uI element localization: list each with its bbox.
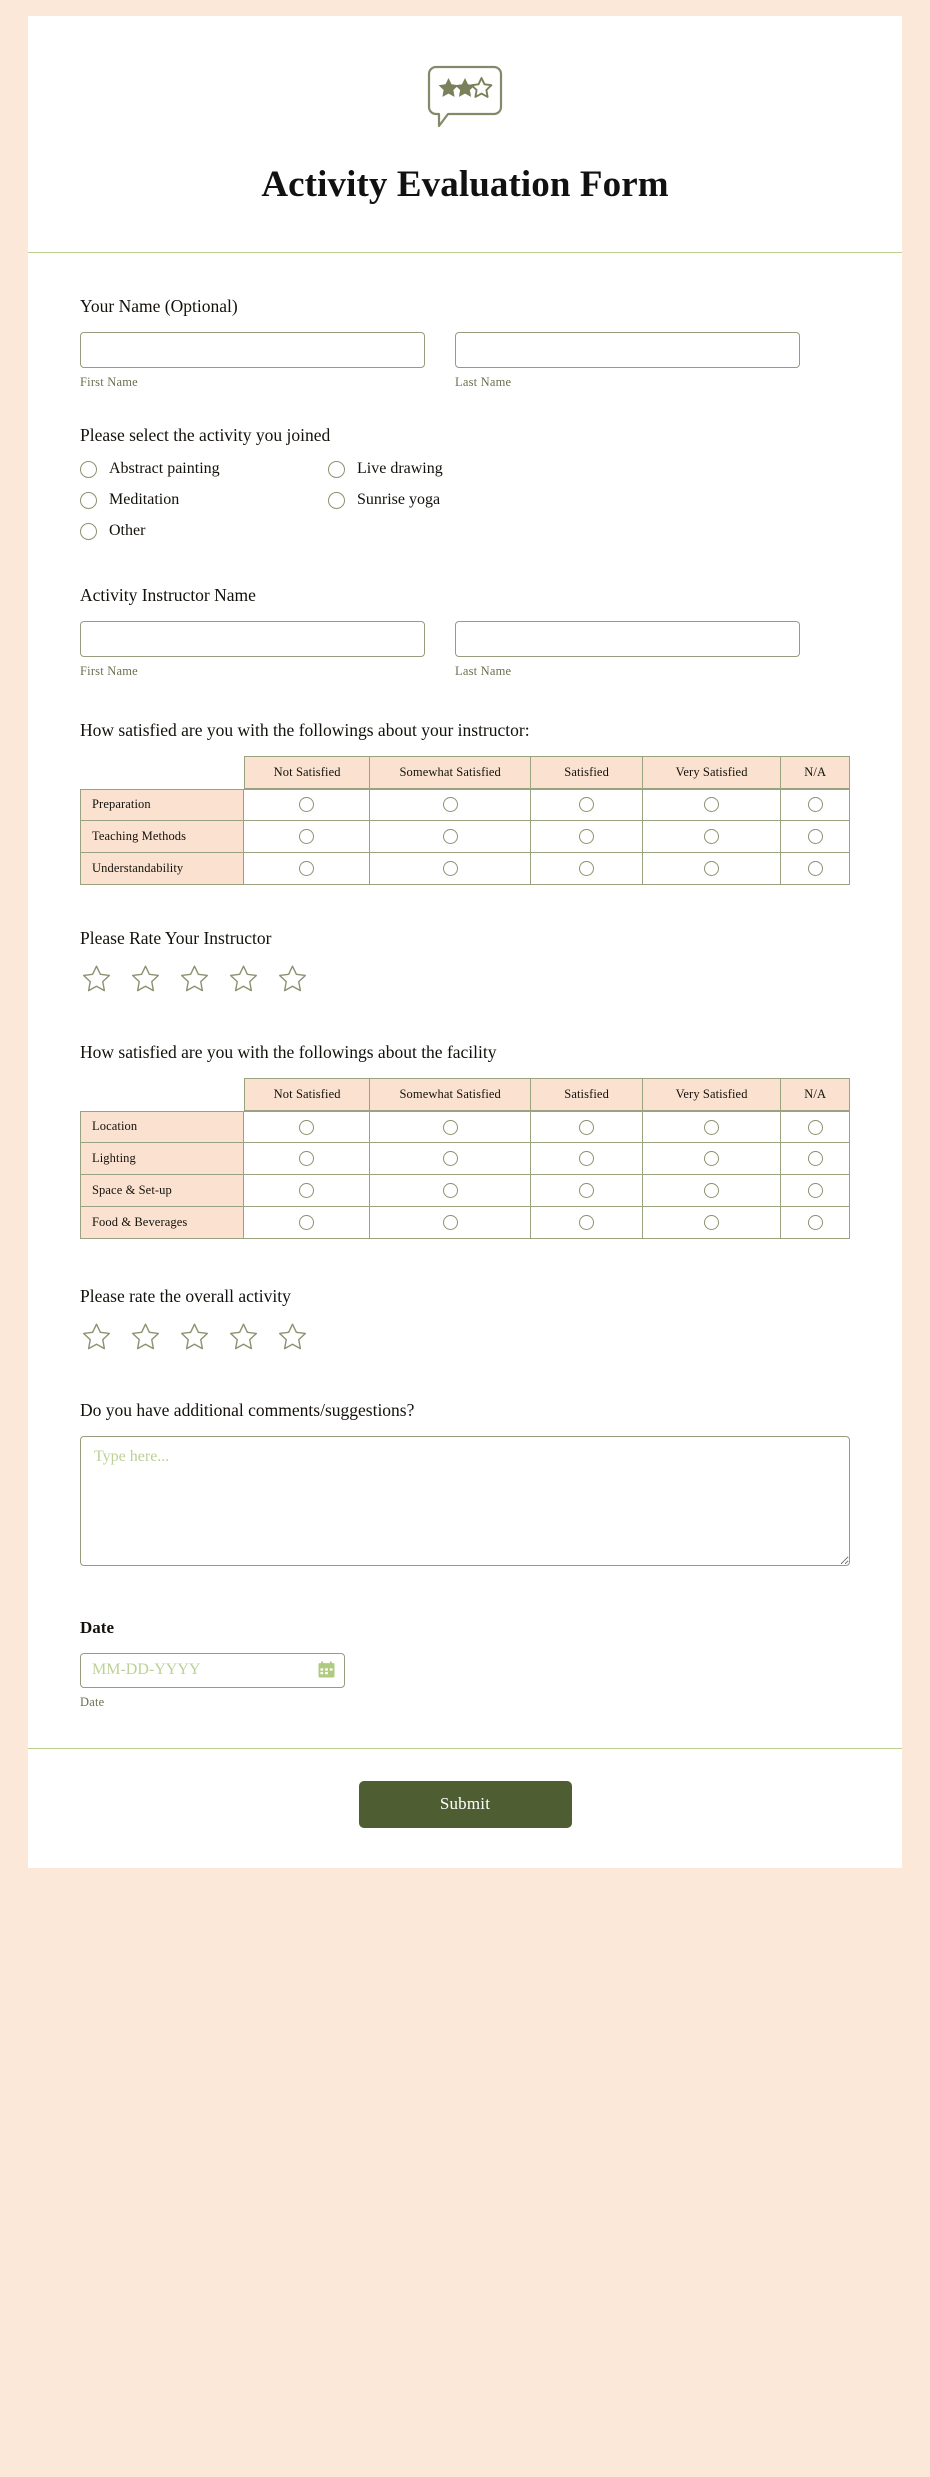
radio-icon: [328, 492, 345, 509]
comments-label: Do you have additional comments/suggestions?: [80, 1400, 415, 1421]
your-first-name-input[interactable]: [80, 332, 425, 368]
instructor-name-row: [80, 621, 850, 679]
instructor-last-name-sublabel: Last Name: [455, 663, 512, 678]
radio-icon: [579, 1183, 594, 1198]
overall-rating-stars: [80, 1321, 850, 1353]
activity-label: Please select the activity you joined: [80, 424, 331, 445]
instructor-first-name-sublabel: First Name: [80, 663, 138, 678]
facility-matrix-field: [80, 1041, 850, 1239]
radio-icon: [299, 797, 314, 812]
radio-icon: [443, 1215, 458, 1230]
star-icon-2[interactable]: [129, 963, 162, 995]
overall-rating-field: [80, 1285, 850, 1354]
radio-icon: [80, 523, 97, 540]
page-title: Activity Evaluation Form: [261, 164, 669, 205]
instructor-first-name-col: [80, 621, 425, 679]
matrix-cell-understandability-somewhat-satisfied[interactable]: [370, 853, 531, 885]
table-header-row: [80, 756, 850, 789]
facility-cell-space-setup-somewhat-satisfied[interactable]: [370, 1175, 531, 1207]
radio-icon: [299, 1151, 314, 1166]
overall-star-icon-4[interactable]: [227, 1321, 260, 1353]
facility-cell-location-somewhat-satisfied[interactable]: [370, 1111, 531, 1143]
instructor-last-name-col: [455, 621, 800, 679]
matrix-cell-understandability-satisfied[interactable]: [531, 853, 642, 885]
matrix-col-not-satisfied: Not Satisfied: [244, 756, 370, 789]
radio-icon: [80, 492, 97, 509]
your-last-name-input[interactable]: [455, 332, 800, 368]
radio-icon: [704, 1183, 719, 1198]
facility-cell-space-setup-satisfied[interactable]: [531, 1175, 642, 1207]
radio-icon: [808, 1151, 823, 1166]
facility-cell-lighting-very-satisfied[interactable]: [643, 1143, 782, 1175]
your-name-row: [80, 332, 850, 390]
form-card: [28, 16, 902, 1868]
matrix-cell-teaching-methods-somewhat-satisfied[interactable]: [370, 821, 531, 853]
your-last-name-col: [455, 332, 800, 390]
instructor-rating-field: [80, 927, 850, 996]
radio-icon: [704, 1151, 719, 1166]
radio-icon: [704, 797, 719, 812]
facility-row-label-lighting: Lighting: [80, 1143, 244, 1175]
radio-icon: [704, 1215, 719, 1230]
table-row: [80, 1111, 850, 1143]
radio-icon: [443, 829, 458, 844]
star-icon-5[interactable]: [276, 963, 309, 995]
calendar-icon[interactable]: [318, 1662, 335, 1679]
overall-star-icon-1[interactable]: [80, 1321, 113, 1353]
matrix-row-label-preparation: Preparation: [80, 789, 244, 821]
radio-icon: [443, 797, 458, 812]
activity-option-meditation[interactable]: [80, 491, 328, 509]
comments-field: [80, 1399, 850, 1571]
table-row: [80, 821, 850, 853]
matrix-cell-understandability-not-satisfied[interactable]: [244, 853, 370, 885]
star-icon-4[interactable]: [227, 963, 260, 995]
radio-icon: [808, 829, 823, 844]
facility-cell-location-very-satisfied[interactable]: [643, 1111, 782, 1143]
instructor-matrix-table: [80, 756, 850, 885]
matrix-cell-preparation-somewhat-satisfied[interactable]: [370, 789, 531, 821]
activity-field: [80, 424, 850, 541]
date-field: [80, 1617, 850, 1710]
radio-icon: [579, 797, 594, 812]
matrix-col-na: N/A: [781, 756, 850, 789]
instructor-matrix-label: How satisfied are you with the followings about your instructor:: [80, 719, 530, 740]
facility-cell-food-beverages-not-satisfied[interactable]: [244, 1207, 370, 1239]
date-input-wrap: [80, 1653, 345, 1688]
activity-option-live-drawing[interactable]: [328, 460, 850, 478]
facility-cell-lighting-not-satisfied[interactable]: [244, 1143, 370, 1175]
activity-option-other[interactable]: [80, 522, 328, 540]
table-row: [80, 1207, 850, 1239]
instructor-name-label: Activity Instructor Name: [80, 585, 256, 606]
facility-cell-lighting-somewhat-satisfied[interactable]: [370, 1143, 531, 1175]
logo-wrap: [28, 64, 902, 135]
facility-cell-food-beverages-somewhat-satisfied[interactable]: [370, 1207, 531, 1239]
radio-icon: [704, 829, 719, 844]
star-icon-3[interactable]: [178, 963, 211, 995]
facility-row-label-food-beverages: Food & Beverages: [80, 1207, 244, 1239]
facility-cell-lighting-satisfied[interactable]: [531, 1143, 642, 1175]
facility-col-na: N/A: [781, 1078, 850, 1111]
activity-option-abstract-painting[interactable]: [80, 460, 328, 478]
date-sublabel: Date: [80, 1694, 105, 1709]
speech-bubble-stars-icon: [426, 64, 504, 135]
radio-icon: [704, 861, 719, 876]
date-label: Date: [80, 1618, 114, 1637]
your-first-name-col: [80, 332, 425, 390]
activity-option-label: Other: [109, 522, 146, 540]
activity-option-sunrise-yoga[interactable]: [328, 491, 850, 509]
matrix-cell-understandability-na[interactable]: [781, 853, 850, 885]
facility-cell-location-satisfied[interactable]: [531, 1111, 642, 1143]
instructor-last-name-input[interactable]: [455, 621, 800, 657]
matrix-corner-cell: [80, 756, 244, 789]
form-header: [28, 16, 902, 253]
radio-icon: [443, 1183, 458, 1198]
radio-icon: [579, 1215, 594, 1230]
matrix-cell-preparation-very-satisfied[interactable]: [643, 789, 782, 821]
your-name-label: Your Name (Optional): [80, 296, 238, 316]
table-row: [80, 1143, 850, 1175]
facility-col-somewhat-satisfied: Somewhat Satisfied: [370, 1078, 531, 1111]
matrix-corner-cell: [80, 1078, 244, 1111]
your-last-name-sublabel: Last Name: [455, 374, 512, 389]
facility-matrix-table: [80, 1078, 850, 1239]
table-row: [80, 853, 850, 885]
facility-cell-space-setup-very-satisfied[interactable]: [643, 1175, 782, 1207]
overall-rating-label: Please rate the overall activity: [80, 1285, 291, 1306]
overall-star-icon-5[interactable]: [276, 1321, 309, 1353]
facility-col-not-satisfied: Not Satisfied: [244, 1078, 370, 1111]
radio-icon: [579, 861, 594, 876]
date-input[interactable]: [80, 1653, 345, 1688]
facility-row-label-space-setup: Space & Set-up: [80, 1175, 244, 1207]
radio-icon: [299, 1120, 314, 1135]
matrix-row-label-understandability: Understandability: [80, 853, 244, 885]
radio-icon: [579, 829, 594, 844]
matrix-cell-teaching-methods-not-satisfied[interactable]: [244, 821, 370, 853]
activity-options: [80, 460, 850, 540]
activity-option-label: Abstract painting: [109, 460, 220, 478]
matrix-cell-understandability-very-satisfied[interactable]: [643, 853, 782, 885]
facility-row-label-location: Location: [80, 1111, 244, 1143]
submit-button[interactable]: Submit: [359, 1781, 572, 1828]
facility-col-satisfied: Satisfied: [531, 1078, 642, 1111]
overall-star-icon-2[interactable]: [129, 1321, 162, 1353]
matrix-cell-preparation-not-satisfied[interactable]: [244, 789, 370, 821]
activity-option-label: Meditation: [109, 491, 180, 509]
matrix-row-label-teaching-methods: Teaching Methods: [80, 821, 244, 853]
instructor-first-name-input[interactable]: [80, 621, 425, 657]
matrix-col-satisfied: Satisfied: [531, 756, 642, 789]
radio-icon: [579, 1120, 594, 1135]
overall-star-icon-3[interactable]: [178, 1321, 211, 1353]
activity-option-label: Sunrise yoga: [357, 491, 441, 509]
form-body: [28, 253, 902, 1748]
radio-icon: [808, 1183, 823, 1198]
facility-matrix-label: How satisfied are you with the followings about the facility: [80, 1042, 497, 1063]
radio-icon: [328, 461, 345, 478]
radio-icon: [80, 461, 97, 478]
radio-icon: [299, 1215, 314, 1230]
your-name-field: [80, 295, 850, 390]
comments-textarea[interactable]: [80, 1436, 850, 1566]
instructor-rating-stars: [80, 963, 850, 995]
table-row: [80, 789, 850, 821]
matrix-cell-preparation-satisfied[interactable]: [531, 789, 642, 821]
matrix-col-somewhat-satisfied: Somewhat Satisfied: [370, 756, 531, 789]
matrix-cell-teaching-methods-na[interactable]: [781, 821, 850, 853]
instructor-matrix-field: [80, 719, 850, 885]
facility-cell-food-beverages-na[interactable]: [781, 1207, 850, 1239]
radio-icon: [443, 1120, 458, 1135]
radio-icon: [808, 861, 823, 876]
form-footer: [28, 1748, 902, 1868]
facility-col-very-satisfied: Very Satisfied: [643, 1078, 782, 1111]
star-icon-1[interactable]: [80, 963, 113, 995]
activity-option-label: Live drawing: [357, 460, 443, 478]
instructor-rating-label: Please Rate Your Instructor: [80, 927, 272, 948]
radio-icon: [443, 861, 458, 876]
radio-icon: [299, 829, 314, 844]
radio-icon: [808, 1120, 823, 1135]
facility-cell-space-setup-not-satisfied[interactable]: [244, 1175, 370, 1207]
instructor-name-field: [80, 584, 850, 679]
facility-cell-lighting-na[interactable]: [781, 1143, 850, 1175]
matrix-cell-teaching-methods-satisfied[interactable]: [531, 821, 642, 853]
table-row: [80, 1175, 850, 1207]
facility-cell-food-beverages-satisfied[interactable]: [531, 1207, 642, 1239]
radio-icon: [808, 797, 823, 812]
facility-cell-location-na[interactable]: [781, 1111, 850, 1143]
facility-cell-location-not-satisfied[interactable]: [244, 1111, 370, 1143]
matrix-cell-teaching-methods-very-satisfied[interactable]: [643, 821, 782, 853]
facility-cell-space-setup-na[interactable]: [781, 1175, 850, 1207]
radio-icon: [808, 1215, 823, 1230]
matrix-cell-preparation-na[interactable]: [781, 789, 850, 821]
radio-icon: [704, 1120, 719, 1135]
your-first-name-sublabel: First Name: [80, 374, 138, 389]
radio-icon: [299, 861, 314, 876]
facility-cell-food-beverages-very-satisfied[interactable]: [643, 1207, 782, 1239]
table-header-row: [80, 1078, 850, 1111]
radio-icon: [443, 1151, 458, 1166]
radio-icon: [299, 1183, 314, 1198]
radio-icon: [579, 1151, 594, 1166]
matrix-col-very-satisfied: Very Satisfied: [643, 756, 782, 789]
